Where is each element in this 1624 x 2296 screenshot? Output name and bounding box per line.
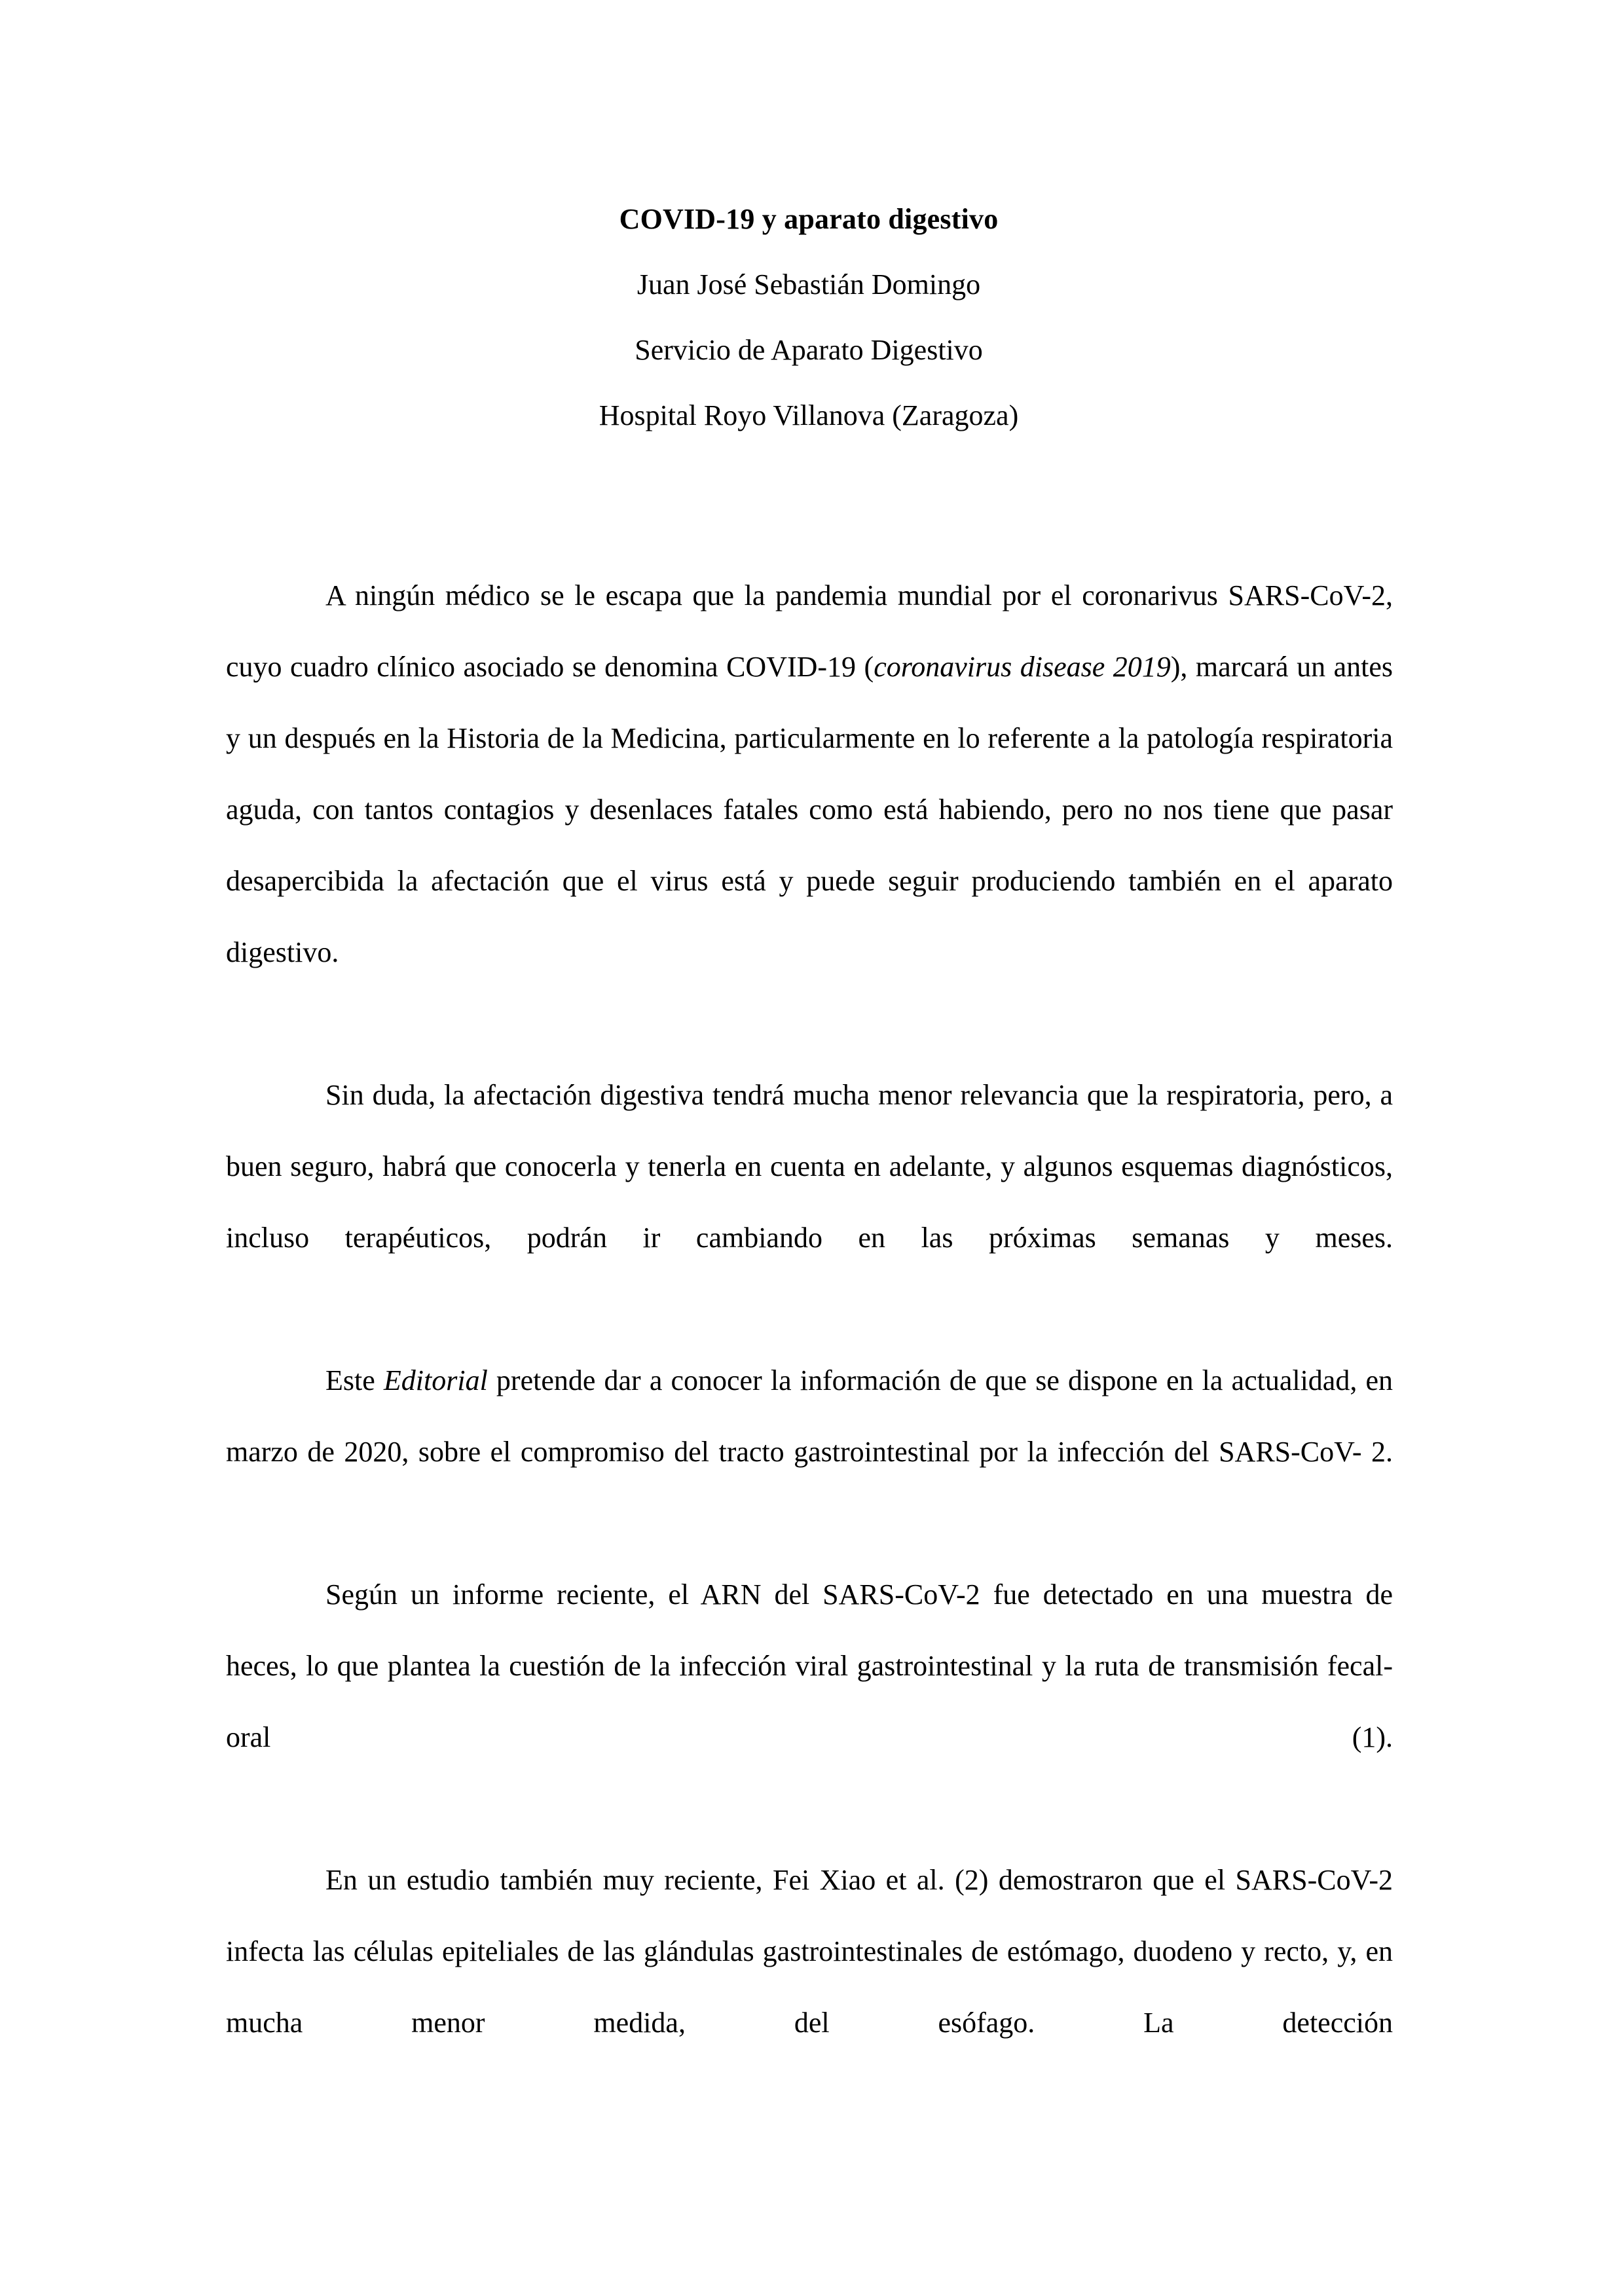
article-header: [226, 187, 1392, 448]
italic-run: Editorial: [383, 1364, 488, 1396]
body-paragraph: A ningún médico se le escapa que la pandemia mundial por el coronarivus SARS-CoV-2, cuyo cuadro clínico asociado se denomina COVID-19 (coronavirus disease 2019), marcará un antes y un después en la Historia de la Medicina, particularmente en lo referente a la patología respiratoria aguda, con tantos contagios y desenlaces fatales como está habiendo, pero no nos tiene que pasar desapercibida la afectación que el virus está y puede seguir produciendo también en el aparato digestivo.: [226, 579, 1393, 968]
page-title: COVID-19 y aparato digestivo: [619, 203, 999, 235]
article-body: [226, 560, 1393, 2130]
body-paragraph: Según un informe reciente, el ARN del SARS-CoV-2 fue detectado en una muestra de heces, lo que plantea la cuestión de la infección viral gastrointestinal y la ruta de transmisión fecal-oral (1).: [226, 1578, 1393, 1753]
body-paragraph: Sin duda, la afectación digestiva tendrá mucha menor relevancia que la respiratoria, pero, a buen seguro, habrá que conocerla y tenerla en cuenta en adelante, y algunos esquemas diagnósticos, incluso terapéuticos, podrán ir cambiando en las próximas semanas y meses.: [226, 1079, 1393, 1254]
author-name: Juan José Sebastián Domingo: [637, 268, 981, 301]
body-paragraph: Este Editorial pretende dar a conocer la información de que se dispone en la actualidad, en marzo de 2020, sobre el compromiso del tracto gastrointestinal por la infección del SARS-CoV- 2.: [226, 1364, 1393, 1468]
institution-name: Hospital Royo Villanova (Zaragoza): [599, 399, 1019, 431]
italic-run: coronavirus disease 2019: [874, 651, 1171, 683]
department-name: Servicio de Aparato Digestivo: [635, 334, 983, 366]
body-paragraph: En un estudio también muy reciente, Fei Xiao et al. (2) demostraron que el SARS-CoV-2 infecta las células epiteliales de las glándulas gastrointestinales de estómago, duodeno y recto, y, en mucha menor medida, del esófago. La detección: [226, 1864, 1393, 2039]
